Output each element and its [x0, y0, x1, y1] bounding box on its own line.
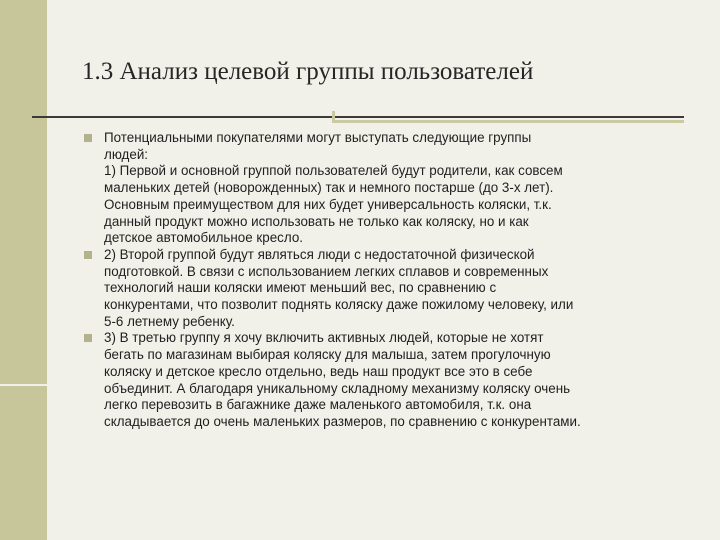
- bullet-text-line: людей:: [104, 146, 149, 162]
- bullet-item-3: [82, 330, 687, 430]
- bullet-text-line: 3) В третью группу я хочу включить активных людей, которые не хотят: [104, 330, 544, 346]
- bullet-text-line: конкурентами, что позволит поднять коляску даже пожилому человеку, или: [104, 297, 574, 313]
- title-accent-rule: [332, 120, 684, 123]
- bullet-text-line: подготовкой. В связи с использованием легких сплавов и современных: [104, 263, 549, 279]
- slide-title: 1.3 Анализ целевой группы пользователей: [82, 58, 534, 85]
- bullet-list: [82, 130, 687, 431]
- bullet-text-line: бегать по магазинам выбирая коляску для малыша, затем прогулочную: [104, 347, 551, 363]
- left-accent-bar: [0, 0, 47, 540]
- bullet-text-line: 1) Первой и основной группой пользователей будут родители, как совсем: [104, 163, 563, 179]
- title-underline: [32, 116, 684, 118]
- bullet-text-line: детское автомобильное кресло.: [104, 230, 303, 246]
- bullet-text-line: легко перевозить в багажнике даже маленького автомобиля, т.к. она: [104, 397, 532, 413]
- title-accent-tick: [332, 111, 335, 123]
- bullet-item-1: [82, 130, 687, 247]
- bullet-item-2: [82, 247, 687, 331]
- bullet-text-line: Основным преимуществом для них будет универсальность коляски, т.к.: [104, 196, 552, 212]
- bullet-text-line: Потенциальными покупателями могут выступать следующие группы: [104, 130, 532, 145]
- bullet-text-line: складывается до очень маленьких размеров, по сравнению с конкурентами.: [104, 413, 581, 429]
- bullet-text-line: данный продукт можно использовать не только как коляску, но и как: [104, 213, 529, 229]
- square-bullet-icon: [84, 251, 92, 259]
- bullet-text-line: технологий наши коляски имеют меньший вес, по сравнению с: [104, 280, 497, 296]
- square-bullet-icon: [84, 334, 92, 342]
- bullet-text-line: коляску и детское кресло отдельно, ведь наш продукт все это в себе: [104, 363, 533, 379]
- bullet-text-line: маленьких детей (новорожденных) так и немного постарше (до 3-х лет).: [104, 180, 554, 196]
- bullet-text-line: 2) Второй группой будут являться люди с недостаточной физической: [104, 246, 535, 262]
- square-bullet-icon: [84, 134, 92, 142]
- accent-bar-divider: [0, 384, 47, 386]
- bullet-text-line: объединит. А благодаря уникальному складному механизму коляску очень: [104, 380, 571, 396]
- bullet-text-line: 5-6 летнему ребенку.: [104, 313, 235, 329]
